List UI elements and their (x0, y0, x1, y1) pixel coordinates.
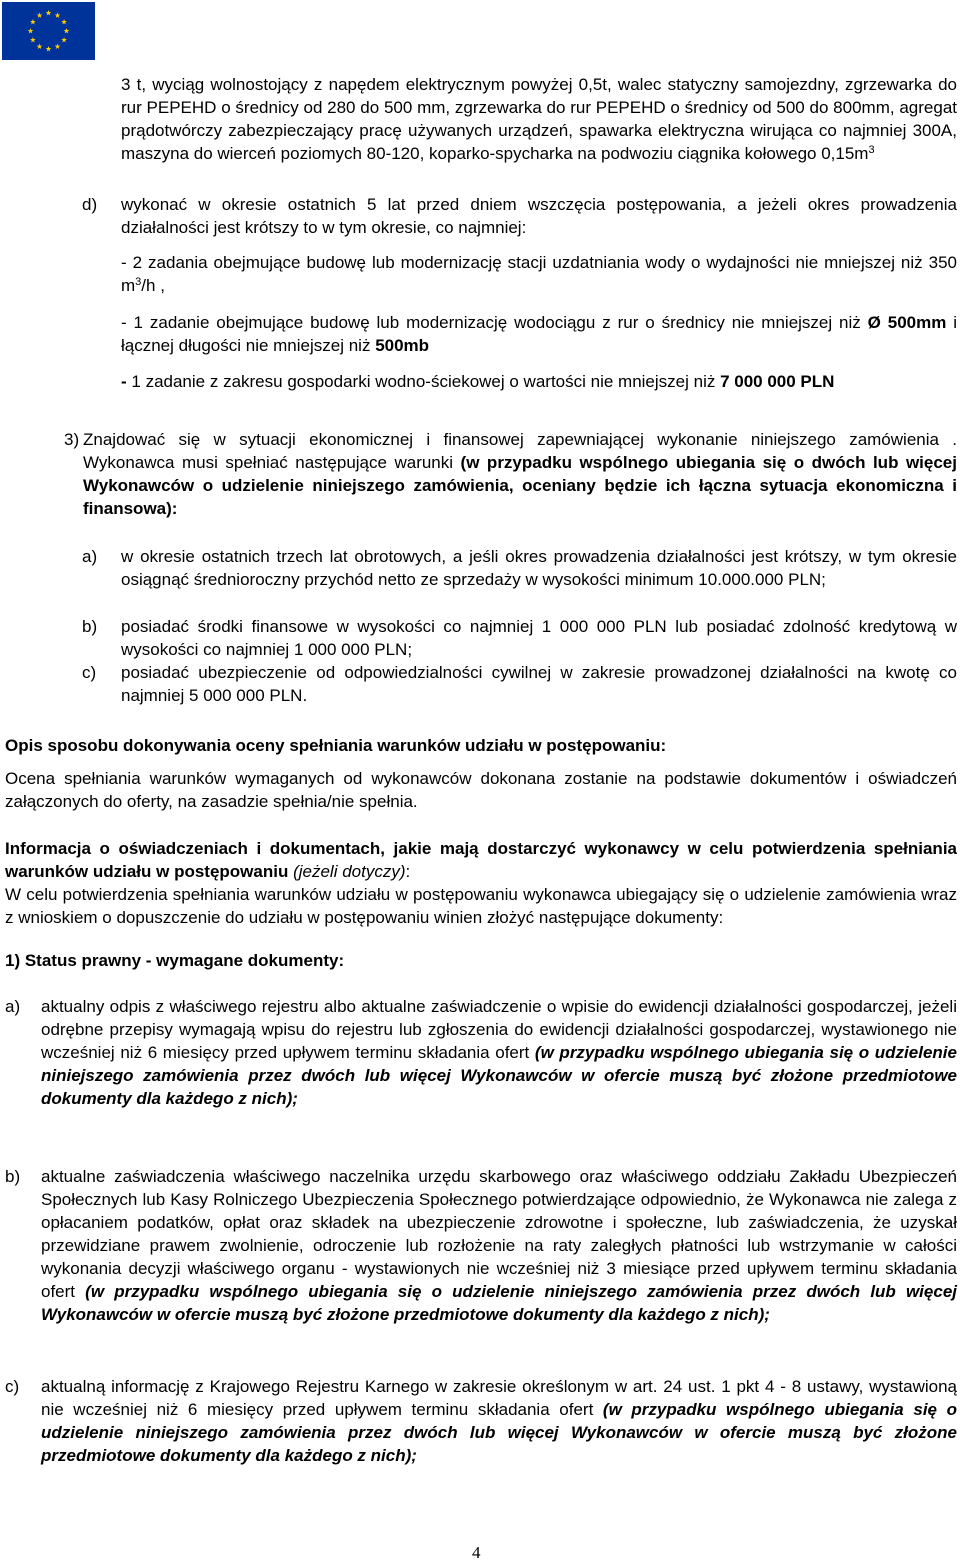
opis-text (5, 767, 957, 813)
section-marker: 3) (64, 430, 80, 449)
eu-flag-stars (2, 2, 95, 60)
informacja-heading-bold: Informacja o oświadczeniach i dokumentach, jakie mają dostarczyć wykonawcy w celu potwierdzenia spełniania warunków udziału w postępowaniu (5, 839, 957, 881)
status-heading (5, 949, 957, 972)
task-text: - 2 zadania obejmujące budowę lub modernizację stacji uzdatniania wody o wydajności nie mniejszej niż 350 m (121, 253, 957, 295)
list-marker: d) (82, 195, 98, 214)
list-marker: c) (82, 663, 97, 682)
status-item-b-text (41, 1165, 957, 1326)
flag-star-icon (61, 19, 67, 24)
status-item-b (5, 1165, 957, 1326)
opis-heading-text: Opis sposobu dokonywania oceny spełniania warunków udziału w postępowaniu: (5, 736, 667, 755)
section-3-text (83, 428, 957, 520)
task-text: 1 zadanie z zakresu gospodarki wodno-ściekowej o wartości nie mniejszej niż (126, 372, 721, 391)
flag-star-icon (55, 12, 61, 17)
opis-body: Ocena spełniania warunków wymaganych od wykonawców dokonana zostanie na podstawie dokumentów i oświadczeń załączonych do oferty, na zasadzie spełnia/nie spełnia. (5, 769, 957, 811)
task-diameter: Ø 500mm (867, 313, 947, 332)
opis-heading (5, 734, 957, 757)
flag-star-icon (30, 19, 36, 24)
status-item-a-text (41, 995, 957, 1110)
informacja-body: W celu potwierdzenia spełniania warunków udziału w postępowaniu wykonawca ubiegający się o udzielenie zamówienia wraz z wnioskiem o dopuszczenie do udziału w postępowaniu winien złożyć następujące dokumenty: (5, 885, 957, 927)
task-text-mid: i łącznej długości nie mniejszej niż (121, 313, 958, 355)
flag-star-icon (46, 46, 52, 51)
flag-star-icon (28, 28, 34, 33)
status-item-c-text (41, 1375, 957, 1467)
task-item-1 (121, 251, 957, 297)
list-marker: b) (5, 1167, 21, 1186)
status-item-c (5, 1375, 957, 1467)
flag-star-icon (37, 44, 43, 49)
task-length: 500mb (375, 336, 430, 355)
section-3 (64, 428, 957, 520)
flag-star-icon (55, 44, 61, 49)
eu-flag-icon (2, 2, 95, 60)
informacja-heading-italic: (jeżeli dotyczy) (288, 862, 406, 881)
task-item-2 (121, 311, 957, 357)
list-item-text: w okresie ostatnich trzech lat obrotowych, a jeśli okres prowadzenia działalności jest krótszy, w tym okresie osiągnąć średnioroczny przychód netto ze sprzedaży w wysokości minimum 10.000.000 PLN; (121, 547, 957, 589)
status-item-a (5, 995, 957, 1110)
section-3-item-a (82, 545, 957, 591)
informacja-heading-colon: : (405, 862, 411, 881)
task-item-3 (121, 370, 957, 393)
list-item-d (82, 193, 957, 239)
equipment-text: 3 t, wyciąg wolnostojący z napędem elektrycznym powyżej 0,5t, walec statyczny samojezdny, zgrzewarka do rur PEPEHD o średnicy od 280 do 500 mm, zgrzewarka do rur PEPEHD o średnicy od 500 do 800mm, agregat prądotwórczy zabezpieczający pracę używanych urządzeń, spawarka elektryczna wirująca co najmniej 300A, maszyna do wierceń poziomych 80-120, koparko-spycharka na podwoziu ciągnika kołowego 0,15m (121, 75, 957, 163)
list-marker: a) (5, 997, 21, 1016)
flag-star-icon (64, 28, 70, 33)
task-value: 7 000 000 PLN (720, 372, 835, 391)
list-item-text: wykonać w okresie ostatnich 5 lat przed dniem wszczęcia postępowania, a jeżeli okres prowadzenia działalności jest krótszy to w tym okresie, co najmniej: (121, 195, 957, 237)
task-text: - 1 zadanie obejmujące budowę lub modernizację wodociągu z rur o średnicy nie mniejszej niż (121, 313, 868, 332)
equipment-list-continuation (121, 73, 957, 165)
flag-star-icon (37, 12, 43, 17)
superscript: 3 (135, 276, 142, 288)
list-item-text: posiadać środki finansowe w wysokości co najmniej 1 000 000 PLN lub posiadać zdolność kredytową w wysokości co najmniej 1 000 000 PLN; (121, 617, 957, 659)
status-item-plain: aktualne zaświadczenia właściwego naczelnika urzędu skarbowego oraz właściwego oddziału Zakładu Ubezpieczeń Społecznych lub Kasy Rolniczego Ubezpieczenia Społecznego potwierdzające odpowiednio, że Wykonawca nie zalega z opłacaniem podatków, opłat oraz składek na ubezpieczenie zdrowotne i społeczne, lub zaświadczenia, że uzyskał przewidziane prawem zwolnienie, odroczenie lub rozłożenie na raty zaległych płatności lub wstrzymanie w całości wykonania decyzji właściwego organu - wystawionych nie wcześniej niż 3 miesiące przed upływem terminu składania ofert (41, 1167, 957, 1301)
task-text-end: /h , (141, 276, 165, 295)
status-item-plain: aktualny odpis z właściwego rejestru albo aktualne zaświadczenie o wpisie do ewidencji działalności gospodarczej, jeżeli odrębne przepisy wymagają wpisu do rejestru lub zgłoszenia do ewidencji działalności gospodarczej, wystawionego nie wcześniej niż 6 miesięcy przed upływem terminu składania ofert (41, 997, 957, 1062)
flag-star-icon (61, 37, 67, 42)
superscript: 3 (868, 144, 875, 156)
informacja-heading (5, 837, 957, 883)
status-item-note: (w przypadku wspólnego ubiegania się o udzielenie niniejszego zamówienia przez dwóch lub więcej Wykonawców w ofercie muszą być złożone przedmiotowe dokumenty dla każdego z nich); (41, 1282, 957, 1324)
section-3-bold: (w przypadku wspólnego ubiegania się o dwóch lub więcej Wykonawców o udzielenie niniejszego zamówienia, oceniany będzie ich łączna sytuacja ekonomiczna i finansowa): (83, 453, 957, 518)
flag-star-icon (46, 10, 52, 15)
task-dash: - (121, 372, 127, 391)
list-marker: b) (82, 617, 98, 636)
flag-star-icon (30, 37, 36, 42)
status-item-note: (w przypadku wspólnego ubiegania się o udzielenie niniejszego zamówienia przez dwóch lub więcej Wykonawców w ofercie muszą być złożone przedmiotowe dokumenty dla każdego z nich); (41, 1400, 957, 1465)
list-item-text: posiadać ubezpieczenie od odpowiedzialności cywilnej w zakresie prowadzonej działalności na kwotę co najmniej 5 000 000 PLN. (121, 663, 957, 705)
list-marker: c) (5, 1377, 20, 1396)
section-3-item-c (82, 661, 957, 707)
informacja-section (5, 837, 957, 929)
section-3-plain: Znajdować się w sytuacji ekonomicznej i finansowej zapewniającej wykonanie niniejszego zamówienia . Wykonawca musi spełniać następujące warunki (83, 430, 957, 472)
status-item-note: (w przypadku wspólnego ubiegania się o udzielenie niniejszego zamówienia przez dwóch lub więcej Wykonawców w ofercie muszą być złożone przedmiotowe dokumenty dla każdego z nich); (41, 1043, 957, 1108)
status-heading-text: 1) Status prawny - wymagane dokumenty: (5, 951, 345, 970)
status-item-plain: aktualną informację z Krajowego Rejestru Karnego w zakresie określonym w art. 24 ust. 1 pkt 4 - 8 ustawy, wystawioną nie wcześniej niż 6 miesięcy przed upływem terminu składania ofert (41, 1377, 957, 1419)
page-number: 4 (472, 1543, 481, 1562)
list-marker: a) (82, 547, 98, 566)
section-3-item-b (82, 615, 957, 661)
